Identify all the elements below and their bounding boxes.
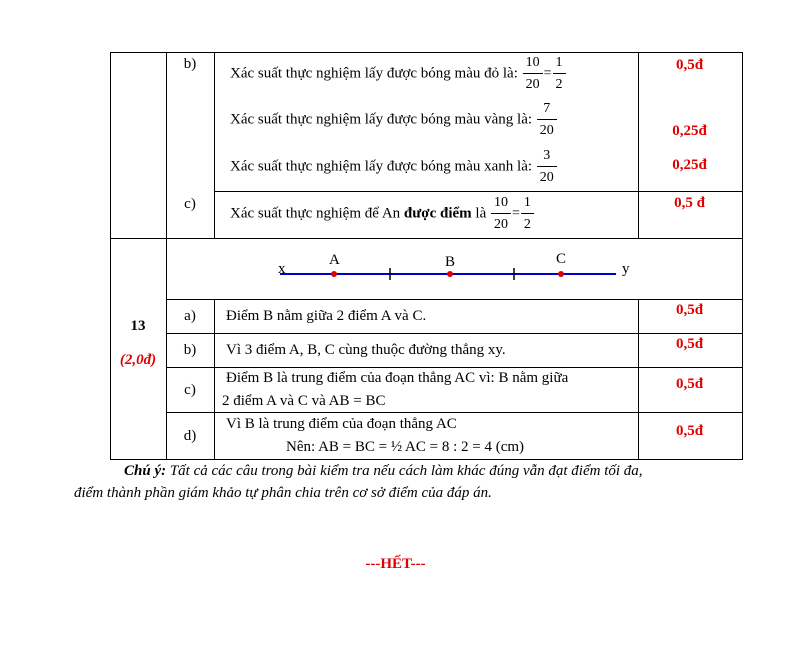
probability-red-text: Xác suất thực nghiệm lấy được bóng màu đỏ là: [230, 65, 518, 82]
points-b-blue: 0,25đ [672, 157, 707, 173]
label-y: y [622, 261, 630, 277]
equals-sign: = [543, 66, 552, 81]
part-label-d: d) [183, 428, 197, 444]
line-xy-figure [270, 248, 640, 288]
answer-d-text-line2: Nên: AB = BC = ½ AC = 8 : 2 = 4 (cm) [286, 439, 525, 455]
answer-a-text: Điểm B nằm giữa 2 điểm A và C. [226, 308, 427, 324]
fraction-numerator: 1 [553, 55, 566, 74]
table-row-divider [166, 367, 742, 368]
part-label-c: c) [184, 196, 196, 212]
answer-c-text-line2: 2 điểm A và C và AB = BC [222, 393, 386, 409]
fraction-denominator: 20 [539, 123, 554, 138]
points-c: 0,5 đ [674, 195, 705, 211]
table-row-divider [166, 412, 742, 413]
fraction-an-simplified [521, 195, 534, 233]
note-line-1 [124, 463, 643, 480]
probability-an-bold: được điểm [403, 205, 472, 222]
fraction-numerator: 1 [521, 195, 534, 214]
part-label-a: a) [184, 308, 196, 324]
fraction-numerator: 10 [491, 195, 511, 214]
part-label-c: c) [184, 382, 196, 398]
fraction-red-simplified [553, 55, 566, 93]
table-right-border [742, 52, 743, 460]
answer-c-text-line1: Điểm B là trung điểm của đoạn thẳng AC vì: B nằm giữa [226, 370, 569, 386]
table-row-divider [166, 299, 742, 300]
fraction-an [491, 195, 511, 233]
probability-blue-text: Xác suất thực nghiệm lấy được bóng màu xanh là: [230, 158, 533, 175]
fraction-numerator: 10 [523, 55, 543, 74]
point-b-dot [447, 271, 453, 277]
table-row-divider [166, 333, 742, 334]
points-q13-b: 0,5đ [675, 336, 704, 352]
point-c-dot [558, 271, 564, 277]
table-col-divider [214, 299, 215, 460]
table-row-divider [110, 238, 742, 239]
points-b-yellow: 0,25đ [672, 123, 707, 139]
table-row-divider [214, 191, 742, 192]
probability-blue-line [230, 148, 558, 186]
points-b-red: 0,5đ [675, 57, 704, 73]
fraction-denominator: 2 [555, 77, 563, 92]
fraction-numerator: 3 [537, 148, 557, 167]
answer-d-text-line1: Vì B là trung điểm của đoạn thẳng AC [226, 416, 457, 432]
fraction-denominator: 2 [523, 217, 531, 232]
point-a-dot [331, 271, 337, 277]
fraction-red [523, 55, 543, 93]
probability-an-text: Xác suất thực nghiệm để An [230, 205, 404, 222]
probability-red-line [230, 55, 567, 93]
note-label: Chú ý: [124, 463, 167, 479]
table-bottom-border [110, 459, 742, 460]
points-q13-c: 0,5đ [675, 376, 704, 392]
part-label-b: b) [183, 342, 197, 358]
fraction-denominator: 20 [525, 77, 540, 92]
probability-an-suffix: là [471, 205, 487, 222]
table-left-border [110, 52, 111, 460]
points-q13-d: 0,5đ [675, 423, 704, 439]
fraction-denominator: 20 [539, 170, 554, 185]
question-total-points: (2,0đ) [119, 352, 157, 368]
end-marker: ---HẾT--- [365, 556, 426, 572]
note-line-2: điểm thành phần giám khảo tự phân chia trên cơ sở điểm của đáp án. [74, 485, 492, 501]
probability-yellow-text: Xác suất thực nghiệm lấy được bóng màu vàng là: [230, 111, 533, 128]
part-label-b: b) [183, 56, 197, 72]
label-x: x [278, 261, 286, 277]
probability-yellow-line [230, 101, 558, 139]
label-b: B [445, 254, 456, 270]
label-a: A [329, 252, 340, 268]
equals-sign: = [511, 206, 520, 221]
table-col-divider [214, 52, 215, 239]
fraction-denominator: 20 [493, 217, 508, 232]
fraction-numerator: 7 [537, 101, 557, 120]
question-number: 13 [130, 318, 146, 334]
table-top-border [110, 52, 742, 53]
probability-an-line [230, 195, 535, 233]
points-q13-a: 0,5đ [675, 302, 704, 318]
note-text-1: Tất cả các câu trong bài kiểm tra nếu cách làm khác đúng vẫn đạt điểm tối đa, [166, 463, 643, 479]
fraction-blue [537, 148, 557, 186]
label-c: C [556, 251, 567, 267]
answer-b-text: Vì 3 điểm A, B, C cùng thuộc đường thẳng xy. [226, 342, 506, 358]
fraction-yellow [537, 101, 557, 139]
